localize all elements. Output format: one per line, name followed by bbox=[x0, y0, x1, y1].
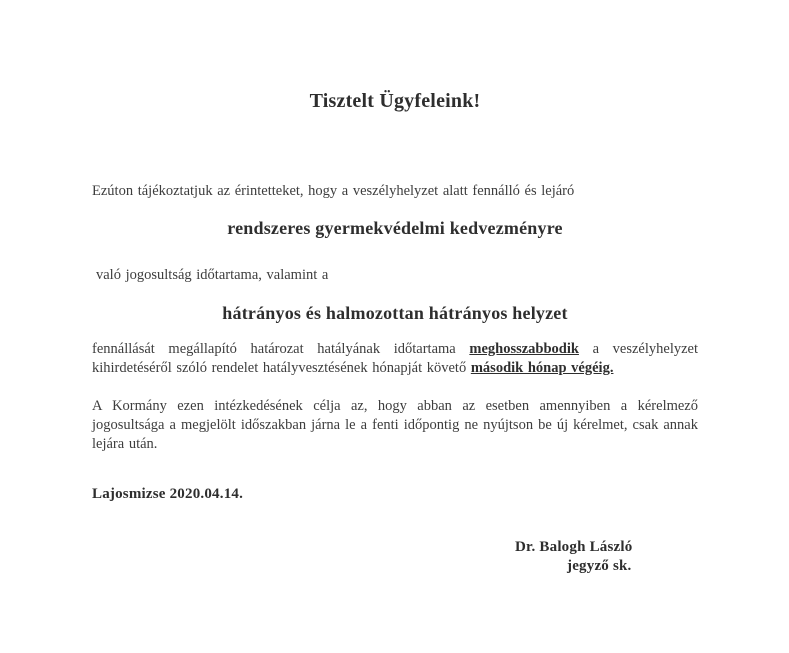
intro-paragraph: Ezúton tájékoztatjuk az érintetteket, hogy a veszélyhelyzet alatt fennálló és lejáró bbox=[92, 183, 575, 199]
signatory-role: jegyző sk. bbox=[567, 558, 632, 574]
benefit-highlight-line: rendszeres gyermekvédelmi kedvezményre bbox=[227, 218, 563, 238]
connector-line: való jogosultság időtartama, valamint a bbox=[96, 267, 329, 283]
signature-block bbox=[515, 538, 632, 576]
extension-emphasis-meghosszabbodik: meghosszabbodik bbox=[469, 341, 579, 357]
extension-emphasis-deadline: második hónap végéig. bbox=[470, 360, 614, 376]
purpose-paragraph: A Kormány ezen intézkedésének célja az, hogy abban az esetben amennyiben a kérelmező jogosultsága a megjelölt időszakban járna le a fenti időpontig ne nyújtson be új kérelmet, csak annak lejára után. bbox=[92, 398, 698, 452]
page-title: Tisztelt Ügyfeleink! bbox=[309, 90, 481, 112]
dateline: Lajosmizse 2020.04.14. bbox=[92, 486, 244, 502]
extension-paragraph bbox=[92, 340, 698, 378]
status-highlight-line: hátrányos és halmozottan hátrányos helyzet bbox=[222, 303, 568, 323]
extension-text-part2: a veszélyhelyzet kihirdetéséről szóló rendelet hatályvesztésének hónapját követő bbox=[92, 341, 699, 376]
extension-text-part1: fennállását megállapító határozat hatályának időtartama bbox=[92, 341, 470, 357]
signatory-name: Dr. Balogh László bbox=[515, 539, 633, 555]
